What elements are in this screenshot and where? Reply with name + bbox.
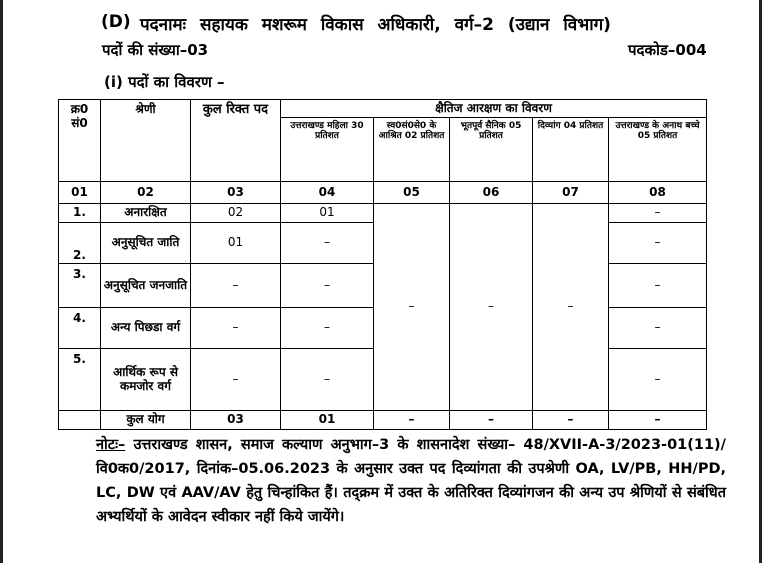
row-category: अनारक्षित — [101, 204, 191, 223]
table-row — [59, 204, 707, 223]
row-serial: 3. — [59, 264, 101, 308]
row-orphan: – — [609, 264, 707, 308]
total-women: 01 — [281, 411, 374, 430]
ex-servicemen-merged: – — [450, 204, 533, 411]
col-number: 05 — [374, 182, 450, 204]
row-orphan: – — [609, 308, 707, 349]
header-category: श्रेणी — [101, 100, 191, 182]
row-total: – — [191, 308, 281, 349]
divyang-merged: – — [533, 204, 609, 411]
row-category: अनुसूचित जाति — [101, 223, 191, 264]
row-women: – — [281, 264, 374, 308]
header-women: उत्तराखण्ड महिला 30 प्रतिशत — [281, 118, 374, 182]
post-count: पदों की संख्या–03 — [102, 41, 209, 59]
row-category: अन्य पिछडा वर्ग — [101, 308, 191, 349]
total-vacancies: 03 — [191, 411, 281, 430]
row-women: – — [281, 349, 374, 411]
note-text: उत्तराखण्ड शासन, समाज कल्याण अनुभाग–3 के शासनादेश संख्या– 48/XVII-A-3/2023-01(11)/वि0क0/2017, दिनांक–05.06.2023 के अनुसार उक्त पद दिव्यांगता की उपश्रेणी OA, LV/PB, HH/PD, LC, DW एवं AAV/AV हेतु चिन्हांकित हैं। तद्क्रम में उक्त के अतिरिक्त दिव्यांगजन की अन्य उप श्रेणियों से संबंधित अभ्यर्थियों के आवेदन स्वीकार नहीं किये जायेंगे। — [96, 437, 726, 525]
row-serial: 4. — [59, 308, 101, 349]
col-number: 06 — [450, 182, 533, 204]
note-paragraph — [96, 433, 726, 529]
total-label: कुल योग — [101, 411, 191, 430]
total-divyang: – — [533, 411, 609, 430]
row-orphan: – — [609, 204, 707, 223]
column-number-row — [59, 182, 707, 204]
row-serial: 1. — [59, 204, 101, 223]
row-category: आर्थिक रूप से कमजोर वर्ग — [101, 349, 191, 411]
total-row — [59, 411, 707, 430]
post-code: पदकोड–004 — [628, 41, 707, 59]
posts-detail-table — [58, 99, 707, 430]
total-freedom-fighter: – — [374, 411, 450, 430]
row-women: – — [281, 223, 374, 264]
row-orphan: – — [609, 223, 707, 264]
header-freedom-fighter: स्व0सं0से0 के आश्रित 02 प्रतिशत — [374, 118, 450, 182]
row-total: 02 — [191, 204, 281, 223]
row-category: अनुसूचित जनजाति — [101, 264, 191, 308]
freedom-fighter-merged: – — [374, 204, 450, 411]
row-serial: 2. — [59, 223, 101, 264]
header-orphan: उत्तराखण्ड के अनाथ बच्चे 05 प्रतिशत — [609, 118, 707, 182]
col-number: 04 — [281, 182, 374, 204]
header-horizontal-reservation: क्षैतिज आरक्षण का विवरण — [281, 100, 707, 118]
total-ex-servicemen: – — [450, 411, 533, 430]
row-total: – — [191, 264, 281, 308]
header-total-vacancies: कुल रिक्त पद — [191, 100, 281, 182]
col-number: 02 — [101, 182, 191, 204]
col-number: 03 — [191, 182, 281, 204]
section-prefix: (D) — [101, 12, 131, 32]
row-total: – — [191, 349, 281, 411]
row-serial: 5. — [59, 349, 101, 411]
header-ex-servicemen: भूतपूर्व सैनिक 05 प्रतिशत — [450, 118, 533, 182]
col-number: 08 — [609, 182, 707, 204]
row-women: – — [281, 308, 374, 349]
section-subheading: (i) पदों का विवरण – — [104, 73, 225, 91]
col-number: 07 — [533, 182, 609, 204]
header-divyang: दिव्यांग 04 प्रतिशत — [533, 118, 609, 182]
row-women: 01 — [281, 204, 374, 223]
row-orphan: – — [609, 349, 707, 411]
col-number: 01 — [59, 182, 101, 204]
total-orphan: – — [609, 411, 707, 430]
note-label: नोटः– — [96, 437, 126, 453]
post-name: पदनामः सहायक मशरूम विकास अधिकारी, वर्ग–2 (उद्यान विभाग) — [140, 15, 611, 35]
left-page-border — [0, 0, 3, 563]
row-total: 01 — [191, 223, 281, 264]
header-serial: क्र0 सं0 — [59, 100, 101, 182]
